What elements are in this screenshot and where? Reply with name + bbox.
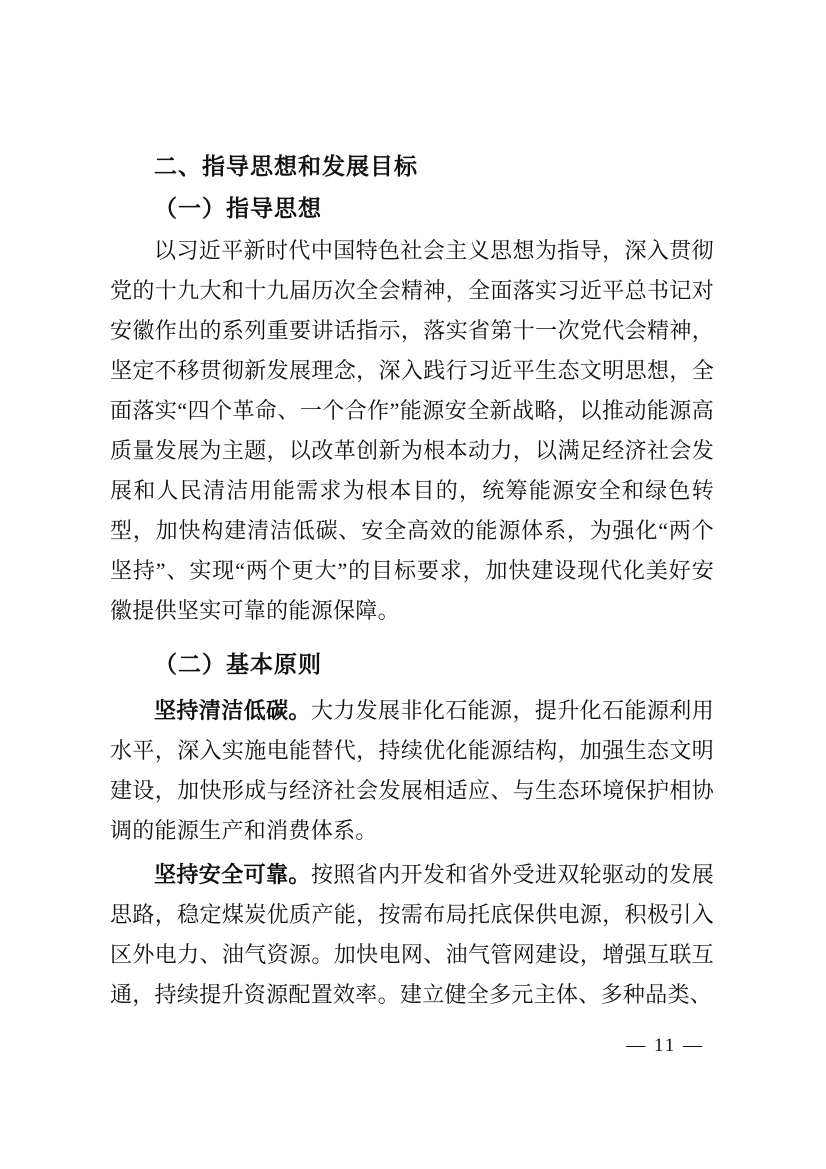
paragraph-principle-clean-low-carbon: [110, 691, 714, 851]
document-content: [110, 146, 714, 1015]
paragraph-guiding-ideology: 以习近平新时代中国特色社会主义思想为指导，深入贯彻党的十九大和十九届历次全会精神，全面落实习近平总书记对安徽作出的系列重要讲话指示，落实省第十一次党代会精神，坚定不移贯彻新发展理念，深入践行习近平生态文明思想，全面落实“四个革命、一个合作”能源安全新战略，以推动能源高质量发展为主题，以改革创新为根本动力，以满足经济社会发展和人民清洁用能需求为根本目的，统筹能源安全和绿色转型，加快构建清洁低碳、安全高效的能源体系，为强化“两个坚持”、实现“两个更大”的目标要求，加快建设现代化美好安徽提供坚实可靠的能源保障。: [110, 238, 714, 623]
section-heading: 二、指导思想和发展目标: [154, 153, 418, 179]
subsection-title-guiding-ideology: （一）指导思想: [154, 196, 322, 221]
principle-text-clean-low-carbon: 大力发展非化石能源，提升化石能源利用水平，深入实施电能替代，持续优化能源结构，加强生态文明建设，加快形成与经济社会发展相适应、与生态环境保护相协调的能源生产和消费体系。: [110, 698, 714, 843]
principle-text-safe-reliable: 按照省内开发和省外受进双轮驱动的发展思路，稳定煤炭优质产能，按需布局托底保供电源，积极引入区外电力、油气资源。加快电网、油气管网建设，增强互联互通，持续提升资源配置效率。建立健全多元主体、多种品类、: [110, 862, 714, 1007]
paragraph-principle-safe-reliable: [110, 855, 714, 1015]
principle-lead-safe-reliable: 坚持安全可靠。: [154, 862, 311, 887]
subsection-title-basic-principles: （二）基本原则: [154, 652, 322, 677]
principle-lead-clean-low-carbon: 坚持清洁低碳。: [154, 698, 311, 723]
page-number: — 11 —: [626, 1035, 704, 1056]
